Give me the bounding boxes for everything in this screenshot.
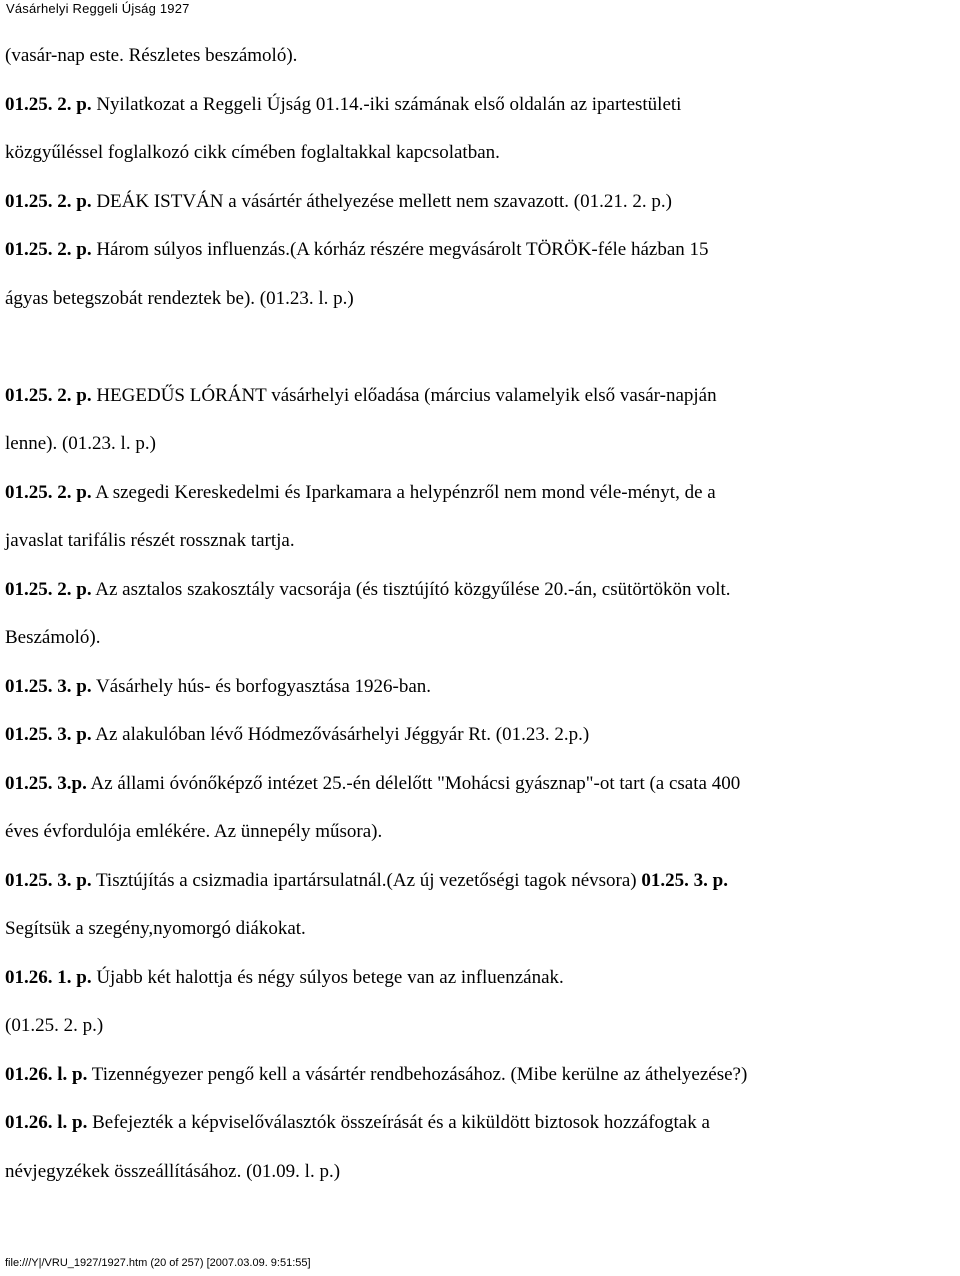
document-line xyxy=(5,1160,950,1184)
document-line xyxy=(5,626,950,650)
document-line xyxy=(5,44,950,68)
entry-date-reference: 01.25. 2. p. xyxy=(5,190,92,212)
entry-text: Beszámoló). xyxy=(5,627,101,648)
document-body xyxy=(5,44,950,1208)
entry-text: Három súlyos influenzás.(A kórház részére megvásárolt TÖRÖK-féle házban 15 xyxy=(91,239,709,260)
page-header-title: Vásárhelyi Reggeli Újság 1927 xyxy=(6,1,190,16)
entry-text: névjegyzékek összeállításához. (01.09. l. p.) xyxy=(5,1160,341,1182)
document-line xyxy=(5,190,950,214)
document-line xyxy=(5,238,950,262)
document-line xyxy=(5,675,950,699)
document-line xyxy=(5,335,950,359)
entry-date-reference: 01.25. 2. p. xyxy=(5,93,92,115)
document-line xyxy=(5,384,950,408)
entry-text: DEÁK ISTVÁN a vásártér áthelyezése mellett nem szavazott. (01.21. 2. p.) xyxy=(91,190,672,212)
entry-text: Tisztújítás a csizmadia ipartársulatnál.(Az új vezetőségi tagok névsora) xyxy=(91,869,642,891)
entry-text: közgyűléssel foglalkozó cikk címében foglaltakkal kapcsolatban. xyxy=(5,142,500,163)
entry-text: Befejezték a képviselőválasztók összeírását és a kiküldött biztosok hozzáfogtak a xyxy=(87,1112,710,1133)
document-line xyxy=(5,820,950,844)
entry-text: HEGEDŰS LÓRÁNT vásárhelyi előadása (március valamelyik első vasár-napján xyxy=(91,384,717,406)
entry-text: (vasár-nap este. Részletes beszámoló). xyxy=(5,45,298,66)
document-line xyxy=(5,966,950,990)
entry-date-reference: 01.25. 3. p. xyxy=(5,869,92,891)
document-line xyxy=(5,772,950,796)
entry-date-reference: 01.25. 3. p. xyxy=(5,675,92,697)
entry-text: Az állami óvónőképző intézet 25.-én délelőtt "Mohácsi gyásznap"-ot tart (a csata 400 xyxy=(86,772,741,794)
entry-text: A szegedi Kereskedelmi és Iparkamara a helypénzről nem mond véle-ményt, de a xyxy=(91,481,716,503)
entry-date-reference: 01.26. l. p. xyxy=(5,1112,88,1133)
document-line xyxy=(5,141,950,165)
entry-date-reference: 01.25. 3. p. xyxy=(5,724,92,745)
document-line xyxy=(5,529,950,553)
document-line xyxy=(5,869,950,893)
document-line xyxy=(5,723,950,747)
document-line xyxy=(5,578,950,602)
document-line xyxy=(5,917,950,941)
entry-date-reference: 01.25. 2. p. xyxy=(5,239,92,260)
entry-date-reference: 01.25. 2. p. xyxy=(5,481,92,503)
document-line xyxy=(5,481,950,505)
entry-date-reference: 01.25. 2. p. xyxy=(5,384,92,406)
entry-text: Segítsük a szegény,nyomorgó diákokat. xyxy=(5,918,306,939)
entry-text: Vásárhely hús- és borfogyasztása 1926-ban. xyxy=(91,675,432,697)
entry-text: javaslat tarifális részét rossznak tartja. xyxy=(5,530,295,551)
page-footer-file-path: file:///Y|/VRU_1927/1927.htm (20 of 257) [2007.03.09. 9:51:55] xyxy=(5,1257,311,1269)
entry-date-reference: 01.26. 1. p. xyxy=(5,966,92,988)
entry-text: (01.25. 2. p.) xyxy=(5,1015,104,1036)
document-line xyxy=(5,1063,950,1087)
entry-date-reference: 01.26. l. p. xyxy=(5,1063,88,1085)
document-line xyxy=(5,432,950,456)
entry-text: lenne). (01.23. l. p.) xyxy=(5,433,156,454)
entry-text: Nyilatkozat a Reggeli Újság 01.14.-iki számának első oldalán az ipartestületi xyxy=(91,93,682,115)
entry-text: Tizennégyezer pengő kell a vásártér rendbehozásához. (Mibe kerülne az áthelyezése?) xyxy=(87,1063,748,1085)
entry-date-reference: 01.25. 2. p. xyxy=(5,578,92,600)
entry-date-reference: 01.25. 3. p. xyxy=(641,869,728,891)
document-line xyxy=(5,1111,950,1135)
entry-text: éves évfordulója emlékére. Az ünnepély műsora). xyxy=(5,821,383,842)
entry-text: Az alakulóban lévő Hódmezővásárhelyi Jéggyár Rt. (01.23. 2.p.) xyxy=(91,724,590,745)
entry-text: Újabb két halottja és négy súlyos betege van az influenzának. xyxy=(91,966,564,988)
document-line xyxy=(5,93,950,117)
document-line xyxy=(5,287,950,311)
entry-date-reference: 01.25. 3.p. xyxy=(5,772,87,794)
entry-text: Az asztalos szakosztály vacsorája (és tisztújító közgyűlése 20.-án, csütörtökön volt. xyxy=(91,578,731,600)
document-line xyxy=(5,1014,950,1038)
entry-text: ágyas betegszobát rendeztek be). (01.23. l. p.) xyxy=(5,287,354,309)
